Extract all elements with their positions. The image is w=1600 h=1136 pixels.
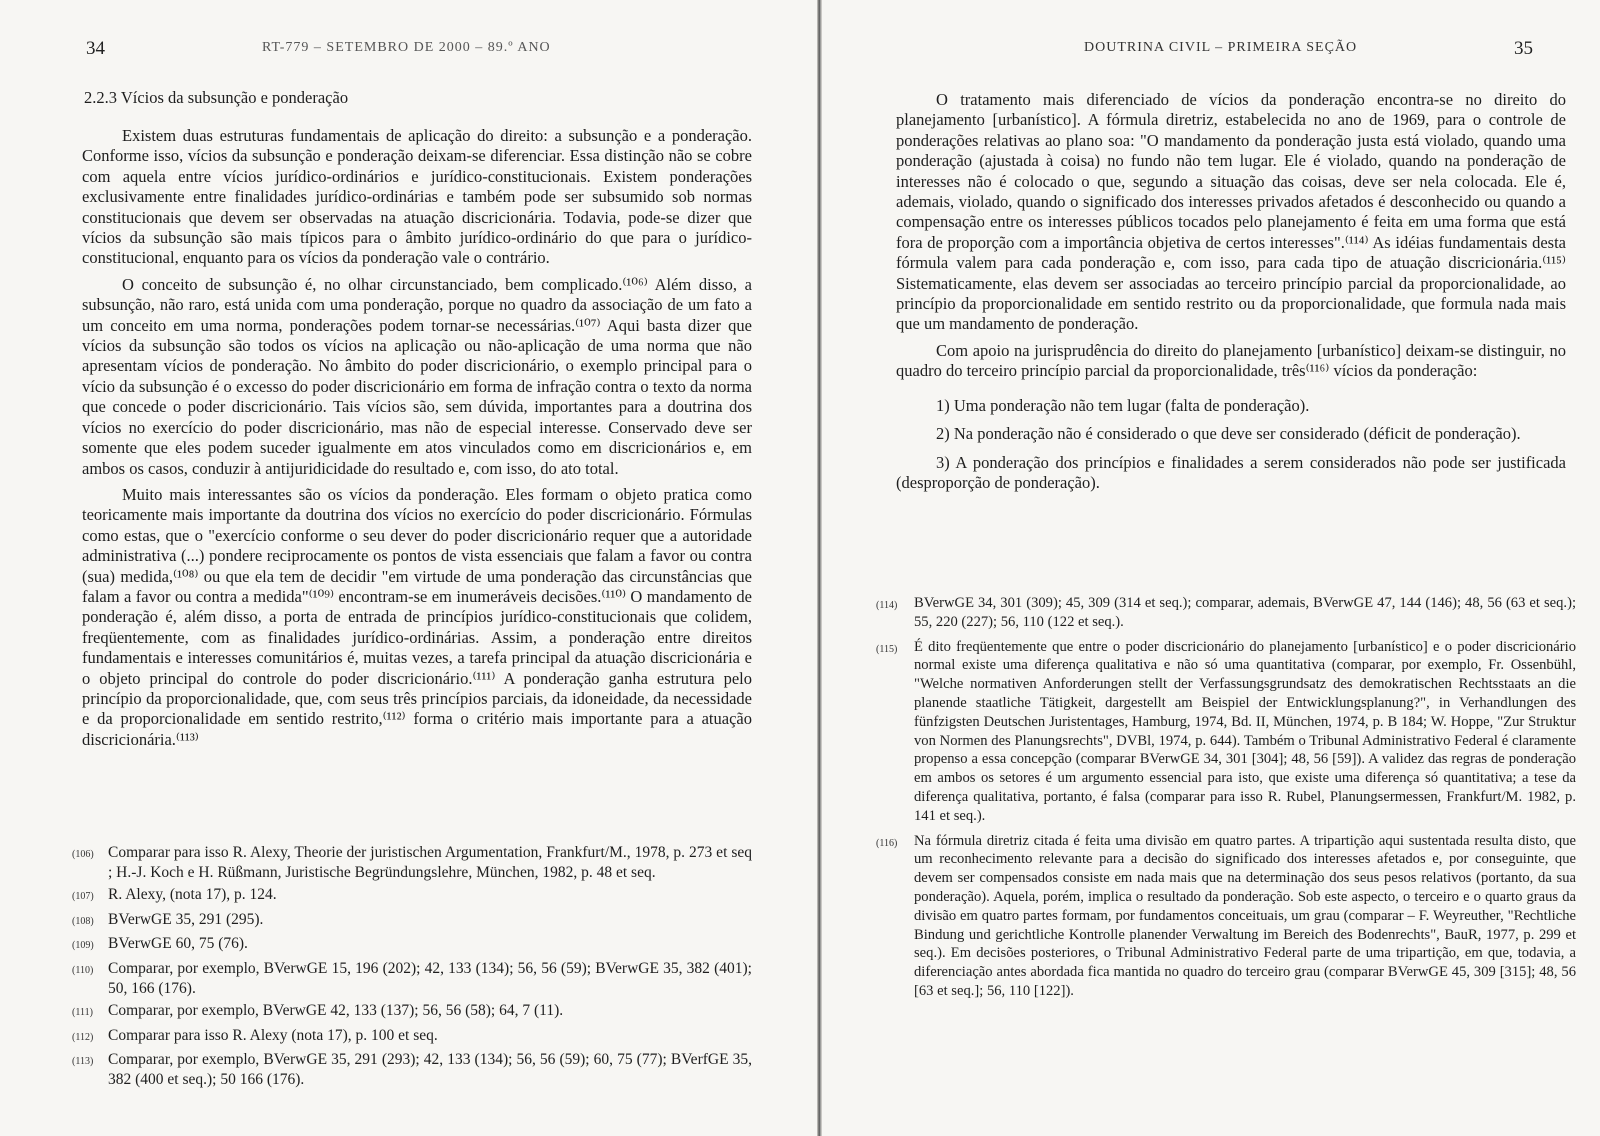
footnote [876, 832, 1576, 1001]
footnote-text: É dito freqüentemente que entre o poder discricionário do planejamento [urbanístico] e o poder discricionário normal existe uma diferença qualitativa e não só uma quantitativa (comparar, por exemplo, Fr. Ossenbühl, "Welche normativen Anforderungen stellt der Verfassungsgrundsatz des demokratischen Rechtsstaats an die planende staatliche Tätigkeit, dargestellt am Beispiel der Entwicklungsplanung?", in Verhandlungen des fünfzigsten Deutschen Juristentages, Hamburg, 1974, Bd. II, München, 1974, p. B 184; W. Hoppe, "Zur Struktur von Normen des Planungsrechts", DVBl, 1974, p. 644). Também o Tribunal Administrativo Federal é claramente propenso a essa concepção (comparar BVerwGE 34, 301 [304]; 48, 56 [59]). A validez das regras de ponderação em ambos os setores é um argumento essencial para isto, que existe uma diferença só quantitativa; a tese da diferença qualitativa, portanto, é falsa (comparar para isso R. Rubel, Planungsermessen, Frankfurt/M. 1982, p. 141 et seq.). [914, 638, 1576, 824]
footnote-number: (110) [72, 964, 94, 976]
paragraph: O conceito de subsunção é, no olhar circunstanciado, bem complicado.⁽¹⁰⁶⁾ Além disso, a subsunção, não raro, está unida com uma ponderação, porque no quadro da associação de um fato a um conceito em uma norma, ponderações podem tornar-se necessárias.⁽¹⁰⁷⁾ Aqui basta dizer que vícios da subsunção são todos os vícios na aplicação ou não-aplicação de uma norma que não apresentam vícios de ponderação. No âmbito do poder discricionário, o exemplo principal para o vício da subsunção é o excesso do poder discricionário em forma de infração contra o texto da norma que concede o poder discricionário. Tais vícios são, sem dúvida, importantes para a doutrina dos vícios no exercício do poder discricionário, mas não de especial interesse. Conservado deve ser somente que eles podem suceder igualmente em atos vinculados como em discricionários e, em ambos os casos, conduzir à antijuridicidade do resultado e, com isso, do ato total. [82, 274, 752, 478]
paragraph: O tratamento mais diferenciado de vícios da ponderação encontra-se no direito do planejamento [urbanístico]. A fórmula diretriz, estabelecida no ano de 1969, para o controle de ponderações relativas ao plano soa: "O mandamento da ponderação justa está violado, quando uma ponderação (ajustada à coisa) no fundo não tem lugar. Ele é violado, quando na ponderação de interesses não é colocado o que, segundo a situação das coisas, deve ser nela colocada. Ele é, ademais, violado, quando o significado dos interesses privados afetados é desconhecido ou quando a compensação entre os interesses públicos tocados pelo planejamento é feita em uma forma que está fora de proporção com a importância objetiva de certos interesses".⁽¹¹⁴⁾ As idéias fundamentais desta fórmula valem para cada ponderação e, com isso, para cada tipo de atuação discricionária.⁽¹¹⁵⁾ Sistematicamente, elas devem ser associadas ao terceiro princípio parcial da proporcionalidade, ao princípio da proporcionalidade em sentido restrito ou da proporcionalidade, que formula nada mais que um mandamento de ponderação. [896, 90, 1566, 334]
footnote-text: Comparar, por exemplo, BVerwGE 15, 196 (202); 42, 133 (134); 56, 56 (59); BVerwGE 35, 382 (401); 50, 166 (176). [108, 959, 752, 997]
page-number: 35 [1514, 38, 1533, 59]
footnote-number: (109) [72, 940, 94, 952]
footnotes [72, 843, 752, 1093]
footnote-text: Comparar para isso R. Alexy, Theorie der juristischen Argumentation, Frankfurt/M., 1978, p. 273 et seq ; H.-J. Koch e H. Rüßmann, Juristische Begründungslehre, München, 1982, p. 48 et seq. [108, 844, 752, 881]
footnote [72, 959, 752, 998]
running-header: DOUTRINA CIVIL – PRIMEIRA SEÇÃO [1084, 40, 1358, 55]
defect-list [896, 396, 1566, 494]
footnote-text: Comparar, por exemplo, BVerwGE 35, 291 (293); 42, 133 (134); 56, 56 (59); 60, 75 (77); BVerfGE 35, 382 (400 et seq.); 50 166 (176). [108, 1051, 752, 1088]
list-item: 3) A ponderação dos princípios e finalidades a serem considerados não pode ser justificada (desproporção de ponderação). [896, 452, 1566, 492]
right-page [822, 0, 1600, 1136]
footnote [72, 1026, 752, 1048]
footnote-number: (107) [72, 891, 94, 903]
section-title: 2.2.3 Vícios da subsunção e ponderação [84, 88, 349, 107]
footnote [72, 1001, 752, 1023]
running-header: RT-779 – SETEMBRO DE 2000 – 89.º ANO [262, 40, 551, 55]
paragraph: Com apoio na jurisprudência do direito do planejamento [urbanístico] deixam-se distinguir, no quadro do terceiro princípio parcial da proporcionalidade, três⁽¹¹⁶⁾ vícios da ponderação: [896, 340, 1566, 381]
footnote [72, 1050, 752, 1089]
footnote-text: R. Alexy, (nota 17), p. 124. [108, 886, 277, 904]
footnote-number: (115) [876, 643, 898, 655]
footnote [72, 934, 752, 956]
footnote-number: (112) [72, 1031, 94, 1043]
footnote-text: BVerwGE 34, 301 (309); 45, 309 (314 et seq.); comparar, ademais, BVerwGE 47, 144 (146); 48, 56 (63 et seq.); 55, 220 (227); 56, 110 (122 et seq.). [914, 595, 1576, 630]
footnote-number: (114) [876, 600, 898, 611]
list-item: 1) Uma ponderação não tem lugar (falta de ponderação). [936, 395, 1310, 415]
footnote [876, 638, 1576, 826]
list-item: 2) Na ponderação não é considerado o que deve ser considerado (déficit de ponderação). [936, 424, 1521, 444]
footnotes [876, 594, 1576, 1004]
body-text [896, 90, 1566, 501]
paragraph: Muito mais interessantes são os vícios da ponderação. Eles formam o objeto pratica como teoricamente mais importante da doutrina dos vícios no exercício do poder discricionário. Fórmulas como estas, que o "exercício conforme o seu dever do poder discricionário requer que a autoridade administrativa (...) pondere reciprocamente os pontos de vista essenciais que falam a favor ou contra (sua) medida,⁽¹⁰⁸⁾ ou que ela tem de decidir "em virtude de uma ponderação das circunstâncias que falam a favor ou contra a medida"⁽¹⁰⁹⁾ encontram-se em inumeráveis decisões.⁽¹¹⁰⁾ O mandamento de ponderação é, além disso, a porta de entrada de princípios jurídico-constitucionais que colidem, freqüentemente, com as finalidades jurídico-ordinárias. Assim, a ponderação entre direitos fundamentais e interesses comunitários é, muitas vezes, a tarefa principal da atuação discricionária e o objeto principal do controle do poder discricionário.⁽¹¹¹⁾ A ponderação ganha estrutura pelo princípio da proporcionalidade, que, com seus três princípios parciais, da idoneidade, da necessidade e da proporcionalidade em sentido restrito,⁽¹¹²⁾ forma o critério mais importante para a atuação discricionária.⁽¹¹³⁾ [82, 484, 752, 749]
footnote-text: Comparar, por exemplo, BVerwGE 42, 133 (137); 56, 56 (58); 64, 7 (11). [108, 1002, 564, 1020]
footnote-number: (113) [72, 1056, 94, 1068]
footnote-number: (111) [72, 1007, 93, 1019]
footnote-number: (116) [876, 837, 898, 849]
body-text [82, 126, 752, 756]
footnote-text: BVerwGE 35, 291 (295). [108, 910, 264, 928]
footnote [72, 885, 752, 907]
footnote [72, 910, 752, 932]
footnote-text: Na fórmula diretriz citada é feita uma divisão em quatro partes. A tripartição aqui sustentada resulta disto, que um reconhecimento relevante para a decisão do significado dos interesses afetados e, por conseguinte, que devem ser compensados consiste em nada mais que na determinação dos seus pesos relativos (portanto, da sua ponderação). Aquela, porém, implica o resultado da ponderação. Sob este aspecto, o terceiro e o quarto graus da divisão em quatro partes formam, por fundamentos conceituais, um grau (comparar – F. Weyreuther, "Rechtliche Bindung und gerichtliche Kontrolle planender Verwaltung im Bereich des Bodenrechts", BauR, 1977, p. 299 et seq.). Em decisões posteriores, o Tribunal Administrativo Federal parte de uma tripartição, em que, todavia, a diferenciação antes abordada fica mantida no quadro do terceiro grau (comparar BVerwGE 45, 309 [315]; 48, 56 [63 et seq.]; 56, 110 [122]). [914, 832, 1576, 999]
footnote-number: (108) [72, 915, 94, 927]
paragraph: Existem duas estruturas fundamentais de aplicação do direito: a subsunção e a ponderação. Conforme isso, vícios da subsunção e ponderação deixam-se diferenciar. Essa distinção não se cobre com aquela entre vícios jurídico-ordinários e jurídico-constitucionais. Existem ponderações exclusivamente entre finalidades jurídico-ordinárias e também pode ser subsumido sob normas constitucionais que devem ser observadas na atuação discricionária. Todavia, pode-se dizer que vícios da subsunção são mais típicos para o âmbito jurídico-ordinário do que para o jurídico-constitucional, enquanto para os vícios da ponderação vale o contrário. [82, 126, 752, 268]
footnote-number: (106) [72, 849, 94, 860]
footnote [876, 594, 1576, 632]
footnote-text: Comparar para isso R. Alexy (nota 17), p. 100 et seq. [108, 1026, 438, 1044]
footnote [72, 843, 752, 882]
footnote-text: BVerwGE 60, 75 (76). [108, 935, 248, 953]
page-number: 34 [86, 38, 105, 59]
